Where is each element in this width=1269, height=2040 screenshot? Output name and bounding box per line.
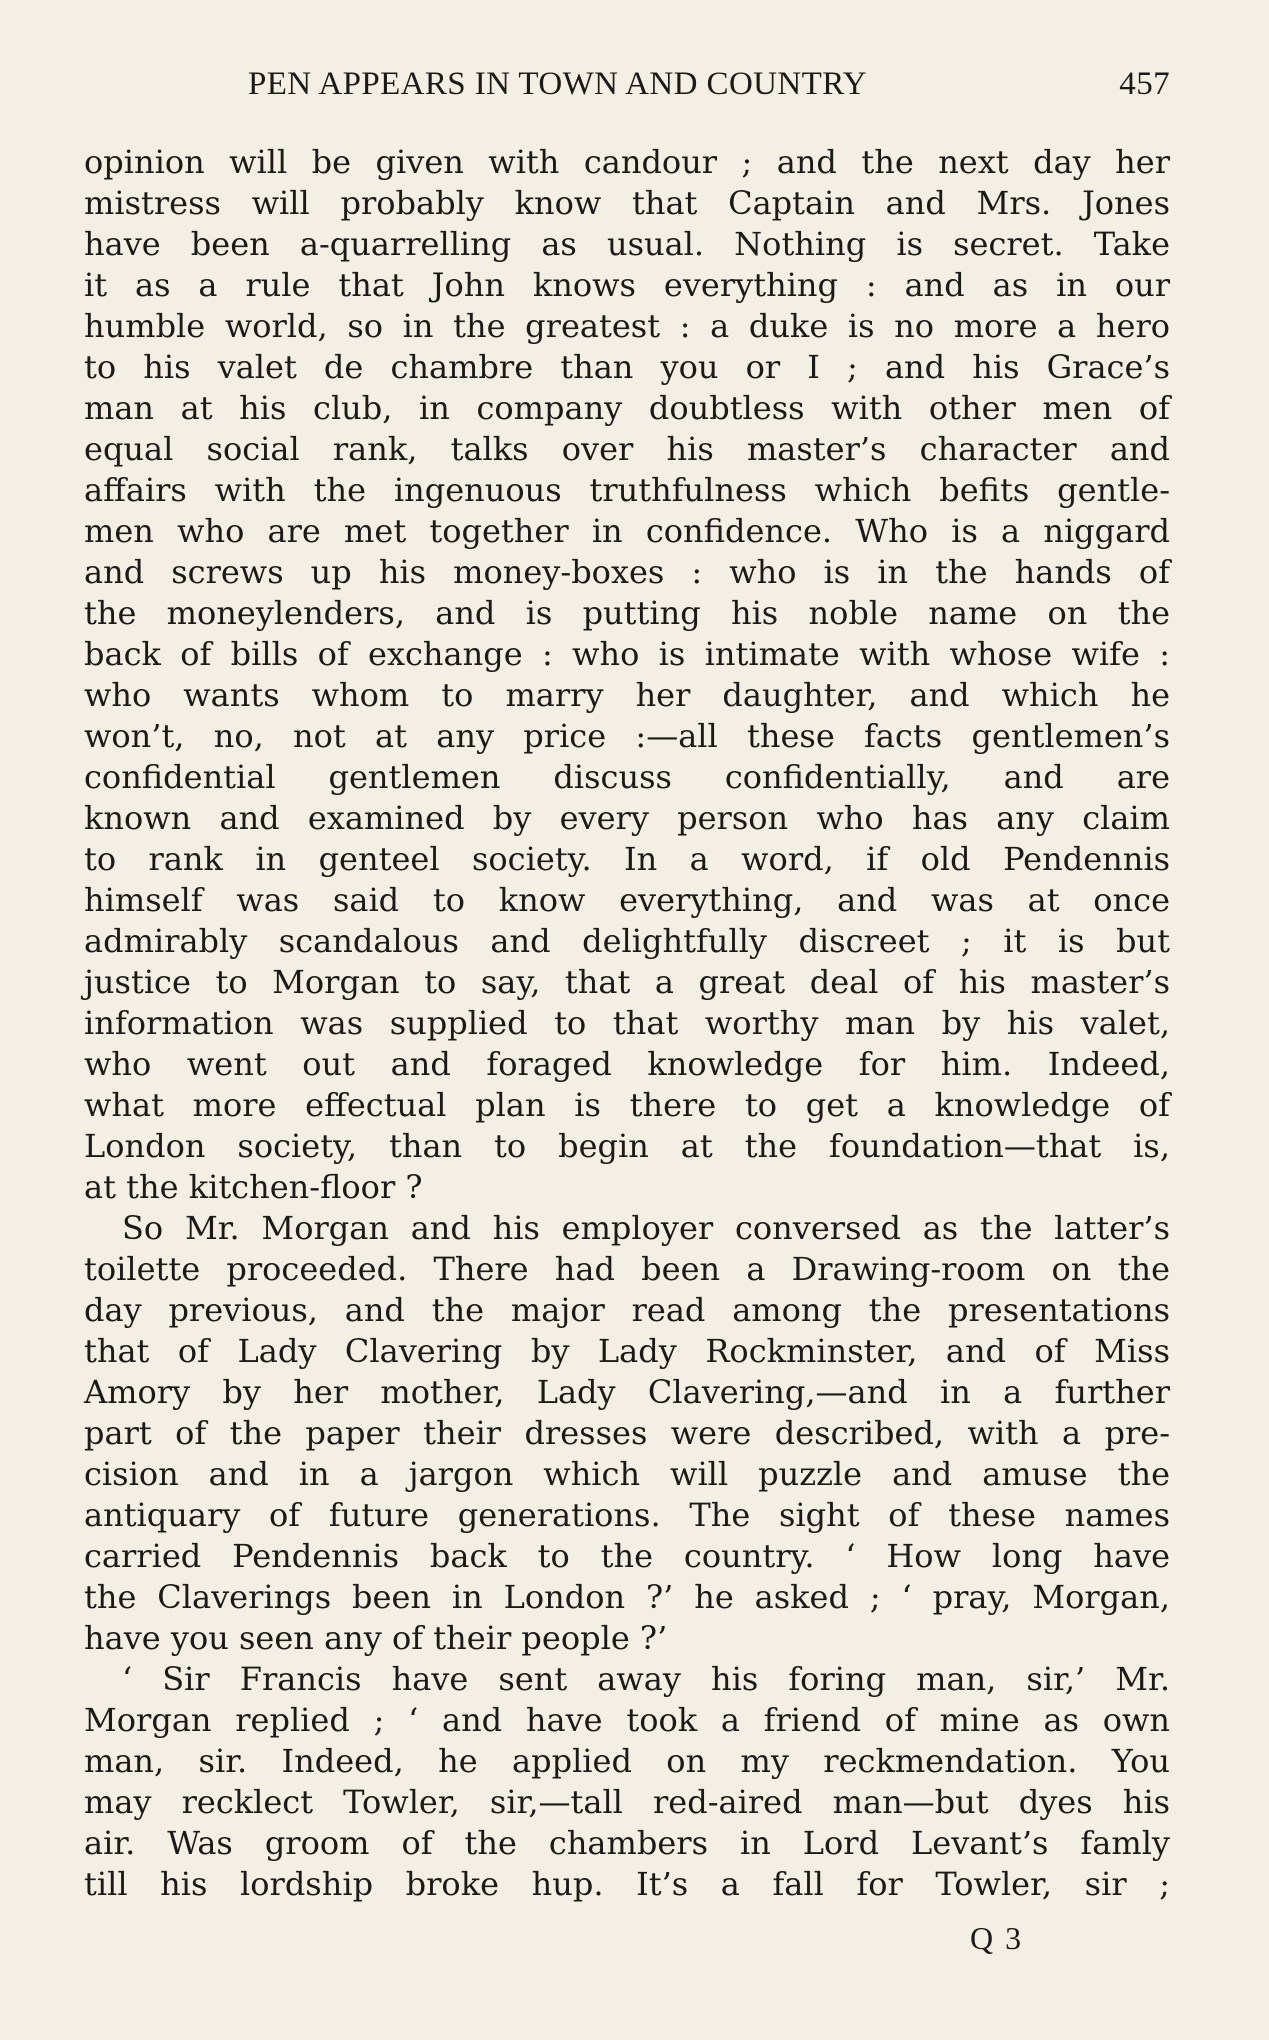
text-line: So Mr. Morgan and his employer conversed as the latter’s xyxy=(122,1209,1170,1247)
text-line: himself was said to know everything, and was at once xyxy=(84,881,1170,919)
text-line: confidential gentlemen discuss confidentially, and are xyxy=(84,758,1170,796)
text-line: man at his club, in company doubtless with other men of xyxy=(84,389,1170,427)
running-title: PEN APPEARS IN TOWN AND COUNTRY xyxy=(248,66,868,102)
text-line: antiquary of future generations. The sight of these names xyxy=(84,1496,1170,1534)
text-line: the moneylenders, and is putting his noble name on the xyxy=(84,594,1170,632)
signature-mark: Q 3 xyxy=(970,1920,1024,1956)
text-line: information was supplied to that worthy man by his valet, xyxy=(84,1004,1170,1042)
text-line: humble world, so in the greatest : a duke is no more a hero xyxy=(84,307,1170,345)
text-line: who wants whom to marry her daughter, and which he xyxy=(84,676,1170,714)
text-line: to rank in genteel society. In a word, if old Pendennis xyxy=(84,840,1170,878)
text-line: mistress will probably know that Captain and Mrs. Jones xyxy=(84,184,1170,222)
text-line: day previous, and the major read among the presentations xyxy=(84,1291,1170,1329)
body-text xyxy=(84,142,1170,1905)
text-line: and screws up his money-boxes : who is in the hands of xyxy=(84,553,1170,591)
text-line: won’t, no, not at any price :—all these facts gentlemen’s xyxy=(84,717,1170,755)
text-line: it as a rule that John knows everything : and as in our xyxy=(84,266,1170,304)
text-line: opinion will be given with candour ; and the next day her xyxy=(84,143,1170,181)
text-line: the Claverings been in London ?’ he asked ; ‘ pray, Morgan, xyxy=(84,1578,1170,1616)
text-line: have been a-quarrelling as usual. Nothing is secret. Take xyxy=(84,225,1170,263)
page-number: 457 xyxy=(1119,66,1170,102)
text-line: men who are met together in confidence. Who is a niggard xyxy=(84,512,1170,550)
text-line: man, sir. Indeed, he applied on my reckmendation. You xyxy=(84,1742,1170,1780)
text-line: toilette proceeded. There had been a Drawing-room on the xyxy=(84,1250,1170,1288)
text-line: who went out and foraged knowledge for him. Indeed, xyxy=(84,1045,1170,1083)
text-line: London society, than to begin at the foundation—that is, xyxy=(84,1127,1170,1165)
text-line: ‘ Sir Francis have sent away his foring man, sir,’ Mr. xyxy=(122,1660,1170,1698)
running-head xyxy=(84,66,1170,110)
text-line: Morgan replied ; ‘ and have took a friend of mine as own xyxy=(84,1701,1170,1739)
text-line: till his lordship broke hup. It’s a fall for Towler, sir ; xyxy=(84,1865,1170,1903)
text-line: part of the paper their dresses were described, with a pre- xyxy=(84,1414,1170,1452)
text-line: equal social rank, talks over his master’s character and xyxy=(84,430,1170,468)
text-line: back of bills of exchange : who is intimate with whose wife : xyxy=(84,635,1170,673)
text-line: may recklect Towler, sir,—tall red-aired man—but dyes his xyxy=(84,1783,1170,1821)
text-line: to his valet de chambre than you or I ; and his Grace’s xyxy=(84,348,1170,386)
text-line: carried Pendennis back to the country. ‘ How long have xyxy=(84,1537,1170,1575)
text-line: that of Lady Clavering by Lady Rockminster, and of Miss xyxy=(84,1332,1170,1370)
text-line: what more effectual plan is there to get a knowledge of xyxy=(84,1086,1170,1124)
text-line: affairs with the ingenuous truthfulness which befits gentle- xyxy=(84,471,1170,509)
text-line: Amory by her mother, Lady Clavering,—and in a further xyxy=(84,1373,1170,1411)
text-line: justice to Morgan to say, that a great deal of his master’s xyxy=(84,963,1170,1001)
text-line: air. Was groom of the chambers in Lord Levant’s famly xyxy=(84,1824,1170,1862)
text-line: admirably scandalous and delightfully discreet ; it is but xyxy=(84,922,1170,960)
text-line: have you seen any of their people ?’ xyxy=(84,1619,668,1657)
text-line: at the kitchen-floor ? xyxy=(84,1168,423,1206)
text-line: known and examined by every person who has any claim xyxy=(84,799,1170,837)
text-line: cision and in a jargon which will puzzle and amuse the xyxy=(84,1455,1170,1493)
